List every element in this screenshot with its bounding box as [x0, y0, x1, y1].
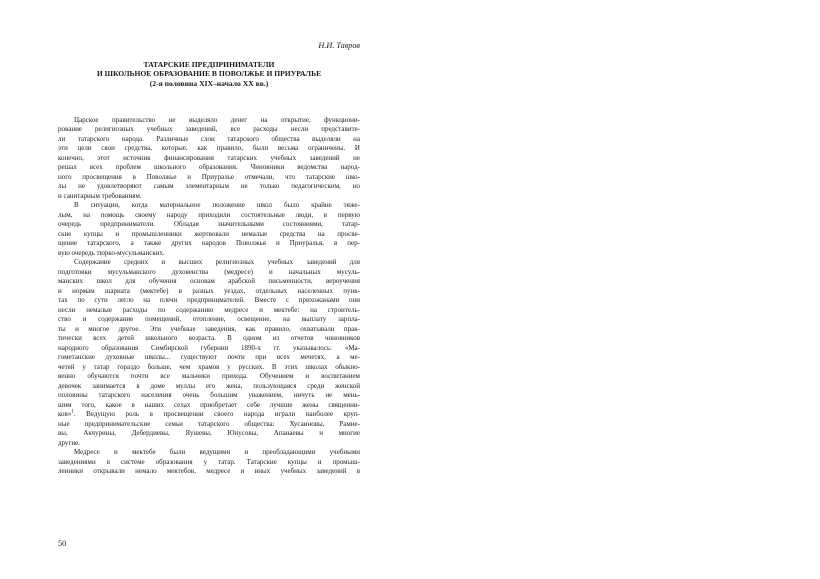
title-line: (2-я половина XIX–начало XX вв.): [149, 78, 269, 88]
text-line: ные предпринимательские семьи татарского общества: Хусаиновы, Рамие-: [58, 419, 360, 428]
text-line: и нормам шариата (мектебе) в разных уездах, отдельных населенных пунк-: [58, 286, 360, 295]
paragraph-4: [58, 448, 360, 477]
text-line: ного просвещения в Поволжье и Приуралье отмечали, что татарские шко-: [58, 172, 360, 181]
text-line: ство и содержание помещений, отопление, освещение, на выплату зарпла-: [58, 315, 360, 323]
text-line: четей у татар гораздо больше, чем храмов у русских. В этих школах обыкно-: [58, 362, 360, 371]
title-line: ТАТАРСКИЕ ПРЕДПРИНИМАТЕЛИ: [143, 60, 275, 69]
text-line: народного образования Симбирской губернии 1890-х гг. указывалось: «Ма-: [58, 343, 360, 352]
text-line: другие.: [58, 438, 80, 447]
text-line: Царское правительство не выделяло денег на открытие, функциони-: [74, 115, 360, 124]
author-name: Н.И. Тавров: [318, 41, 360, 50]
text-line: конечно, этот источник финансирования татарских учебных заведений не: [58, 153, 360, 162]
text-line: венно обучаются почти все мальчики прихода. Обучением и воспитанием: [58, 372, 360, 380]
text-line: ты и многое другое. Эти учебные заведения, как правило, охватывали прак-: [58, 324, 360, 333]
text-line: подготовки мусульманского духовенства (медресе) и начальных мусуль-: [58, 267, 360, 276]
text-line: ленники открывали немало мектебов, медресе и иных учебных заведений в: [58, 467, 360, 475]
text-line: щение татарского, а также других народов Поволжья и Приуралья, в пер-: [58, 239, 360, 247]
text-line: половины татарского населения очень большим уважением, ничуть не мень-: [58, 391, 360, 399]
title-line: И ШКОЛЬНОЕ ОБРАЗОВАНИЕ В ПОВОЛЖЬЕ И ПРИУРАЛЬЕ: [96, 69, 322, 79]
text-line: несли немалые расходы по содержанию медресе и мектебе: на строитель-: [58, 305, 360, 314]
paragraph-3: [58, 258, 360, 448]
footnote-marker[interactable]: 1: [71, 409, 74, 415]
text-line: тах по сути легло на плечи предпринимателей. Вместе с прихожанами они: [58, 296, 360, 304]
text-line: заведениями в системе образования у татар. Татарские купцы и промыш-: [58, 457, 360, 466]
text-line: ли татарского народа. Различные слои татарского общества выделяли на: [58, 134, 360, 143]
text-line: лым, на помощь своему народу приходили состоятельные люди, в первую: [58, 210, 360, 219]
text-line: эти цели свои средства, которые, как правило, были весьма ограничены. И: [58, 144, 360, 152]
text-line: манских школ для обучения основам арабской письменности, вероучения: [58, 277, 360, 285]
text-line: шим того, какое в наших селах приобретает себе лучшие жены священни-: [58, 400, 360, 409]
text-line: В ситуации, когда материальное положение школ было крайне тяже-: [74, 201, 360, 209]
text-line: гометанские духовные школы... существуют почти при всех мечетях, а ме-: [58, 353, 360, 361]
text-line-with-footnote: [58, 410, 360, 420]
text-line: лы не удовлетворяют самым элементарным не только педагогическим, но: [58, 182, 360, 190]
document-page: [58, 0, 360, 579]
text-line: вую очередь тюрко-мусульманских.: [58, 248, 165, 257]
text-line: Медресе и мектебе были ведущими и преобладающими учебными: [74, 448, 360, 456]
text-line: и санитарным требованиям.: [58, 191, 142, 200]
page-number: 50: [58, 539, 67, 548]
article-body: [58, 116, 360, 477]
paragraph-1: [58, 116, 360, 202]
text-line: очередь предприниматели. Обладая значительными состояниями, татар-: [58, 220, 360, 228]
text-line: тически всех детей школьного возраста. В одном из отчетов чиновников: [58, 334, 360, 342]
text-line: Содержание средних и высших религиозных учебных заведений для: [74, 258, 360, 266]
text-line: рование религиозных учебных заведений, все расходы несли представите-: [58, 125, 360, 133]
text-line: вы, Акчурины, Дебердиевы, Яушевы, Юнусовы, Апанаевы и многие: [58, 429, 360, 437]
text-line: решал всех проблем школьного образования. Чиновники ведомства народ-: [58, 163, 360, 171]
text-line: девочек занимается в доме муллы его жена, пользующаяся среди женской: [58, 381, 360, 390]
text-segment: . Ведущую роль в просвещении своего народа играли наиболее круп-: [73, 410, 360, 418]
text-segment: ков»: [58, 410, 72, 418]
article-title: [58, 60, 360, 88]
paragraph-2: [58, 201, 360, 258]
text-line: ские купцы и промышленники жертвовали немалые средства на просве-: [58, 229, 360, 238]
